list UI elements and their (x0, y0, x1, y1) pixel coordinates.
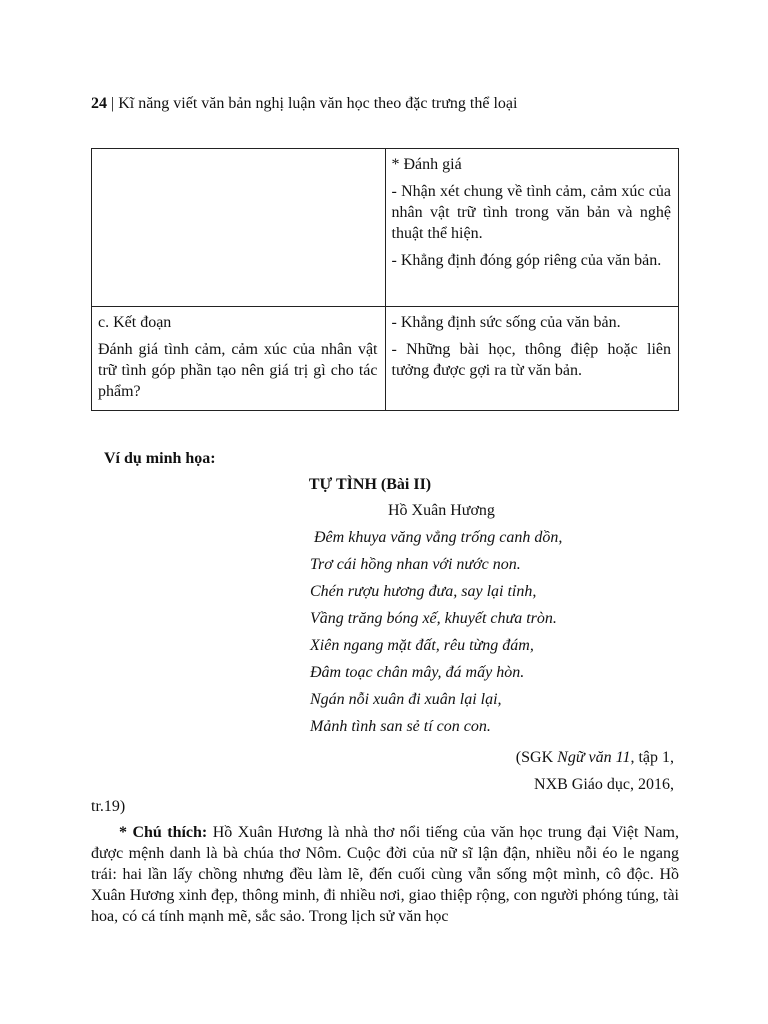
poem-line: Vầng trăng bóng xế, khuyết chưa tròn. (310, 610, 557, 627)
source-page: tr.19) (91, 798, 126, 815)
table-cell-empty (92, 149, 386, 307)
table-row (92, 149, 679, 307)
note-paragraph (91, 822, 679, 927)
source-suffix: , tập 1, (630, 749, 674, 766)
outline-table (91, 148, 679, 411)
source-prefix: (SGK (515, 749, 558, 766)
poem-line: Đâm toạc chân mây, đá mấy hòn. (310, 664, 525, 681)
poem-line: Xiên ngang mặt đất, rêu từng đám, (310, 637, 534, 654)
example-label: Ví dụ minh họa: (104, 450, 216, 467)
poem-line: Đêm khuya văng vẳng trống canh dồn, (314, 529, 563, 546)
poem-line: Trơ cái hồng nhan với nước non. (310, 556, 521, 573)
source-book: Ngữ văn 11 (557, 749, 631, 766)
note-label: * Chú thích: (119, 824, 208, 841)
header-separator: | (107, 95, 119, 112)
page-number: 24 (91, 95, 107, 112)
table-cell-conclusion (92, 307, 386, 411)
conclusion-heading: c. Kết đoạn (98, 314, 172, 331)
poem-line: Mảnh tình san sẻ tí con con. (310, 718, 491, 735)
evaluation-item: - Nhận xét chung về tình cảm, cảm xúc của nhân vật trữ tình trong văn bản và nghệ thuật thể hiện. (391, 183, 671, 242)
poem-title: TỰ TÌNH (Bài II) (308, 476, 432, 493)
evaluation-item: - Khẳng định đóng góp riêng của văn bản. (391, 252, 662, 269)
page-header (91, 93, 691, 114)
note-text: Hồ Xuân Hương là nhà thơ nổi tiếng của văn học trung đại Việt Nam, được mệnh danh là bà chúa thơ Nôm. Cuộc đời của nữ sĩ lận đận, nhiều nỗi éo le ngang trái: hai lần lấy chồng nhưng đều làm lẽ, đến cuối cùng vẫn sống một mình, cô độc. Hồ Xuân Hương xinh đẹp, thông minh, đi nhiều nơi, giao thiệp rộng, con người phóng túng, tài hoa, có cá tính mạnh mẽ, sắc sảo. Trong lịch sử văn học (91, 824, 679, 925)
conclusion-question: Đánh giá tình cảm, cảm xúc của nhân vật trữ tình góp phần tạo nên giá trị gì cho tác phẩm? (98, 341, 378, 400)
poem-author: Hồ Xuân Hương (388, 502, 495, 519)
evaluation-heading: * Đánh giá (391, 156, 462, 173)
table-row (92, 307, 679, 411)
conclusion-item: - Những bài học, thông điệp hoặc liên tưởng được gợi ra từ văn bản. (391, 341, 671, 379)
chapter-title: Kĩ năng viết văn bản nghị luận văn học theo đặc trưng thể loại (118, 95, 518, 112)
poem-line: Ngán nỗi xuân đi xuân lại lại, (310, 691, 502, 708)
table-cell-conclusion-points (385, 307, 679, 411)
poem (310, 527, 670, 743)
poem-source (516, 747, 674, 768)
table-cell-evaluation (385, 149, 679, 307)
source-publisher: NXB Giáo dục, 2016, (534, 776, 674, 793)
poem-line: Chén rượu hương đưa, say lại tỉnh, (310, 583, 537, 600)
conclusion-item: - Khẳng định sức sống của văn bản. (391, 314, 621, 331)
